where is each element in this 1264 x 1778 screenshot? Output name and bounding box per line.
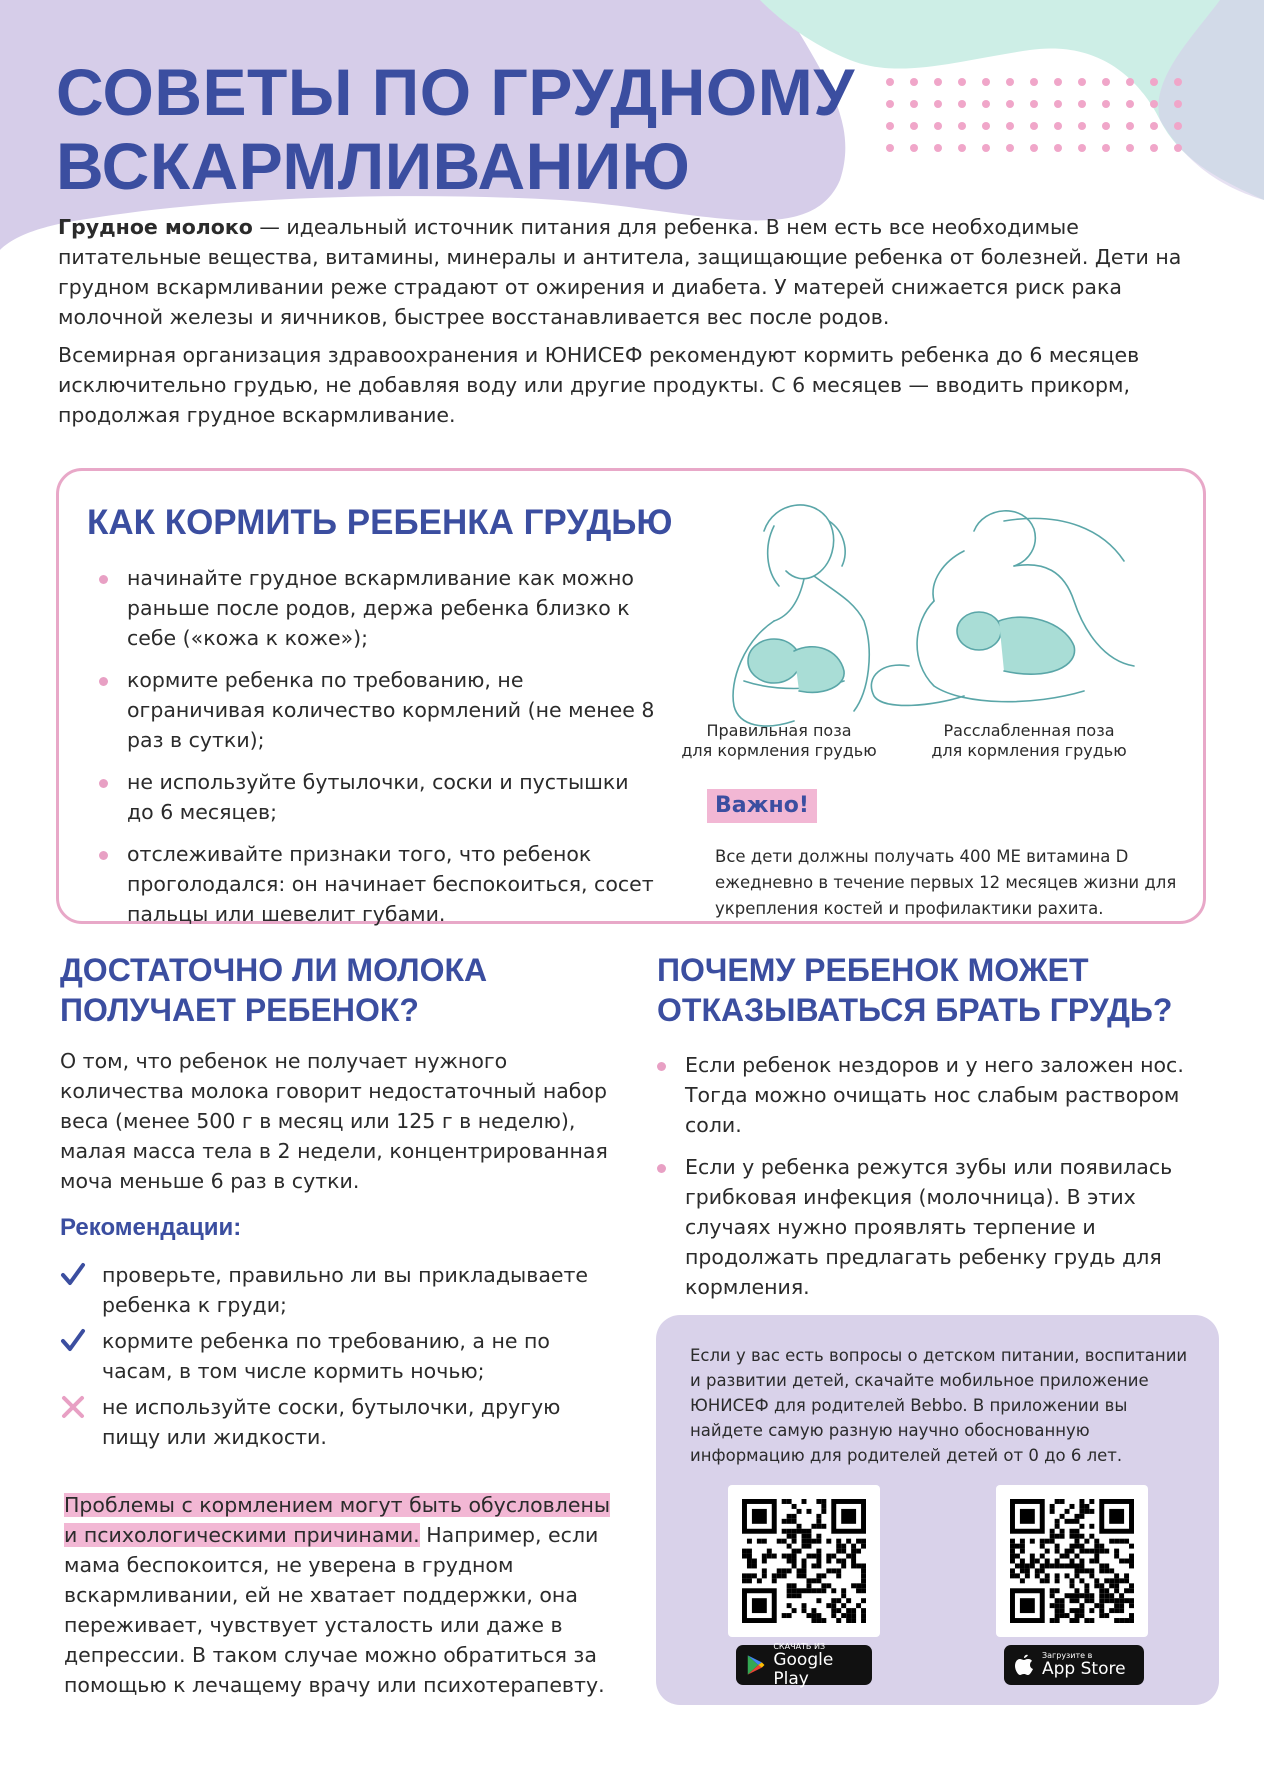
enough-milk-text: О том, что ребенок не получает нужного количества молока говорит недостаточный набор веса (менее 500 г в месяц или 125 г в неделю), малая масса тела в 2 недели, концентрированная моча меньше 6 раз в сутки. xyxy=(60,1049,608,1193)
intro-lead-rest: — идеальный источник питания для ребенка. В нем есть все необходимые питательные вещества, витамины, минералы и антитела, защищающие ребенка от болезней. Дети на грудном вскармливании реже страдают от ожирения и диабета. У матерей снижается риск рака молочной железы и яичников, быстрее восстанавливается вес после родов. xyxy=(58,215,1182,329)
caption-correct-pose: Правильная поза для кормления грудью xyxy=(681,721,877,760)
important-text: Все дети должны получать 400 МЕ витамина D ежедневно в течение первых 12 месяцев жизни для укрепления костей и профилактики рахита. xyxy=(715,846,1177,918)
app-promo-text: Если у вас есть вопросы о детском питании, воспитании и развитии детей, скачайте мобильное приложение ЮНИСЕФ для родителей Bebbo. В приложении вы найдете самую разную научно обоснованную информацию для родителей детей от 0 до 6 лет. xyxy=(690,1346,1188,1465)
qr-code-google[interactable] xyxy=(728,1485,880,1637)
page-title xyxy=(56,55,855,203)
list-item: отслеживайте признаки того, что ребенок проголодался: он начинает беспокоиться, сосет пальцы или шевелит губами. xyxy=(99,839,659,929)
google-play-small: СКАЧАТЬ ИЗ xyxy=(773,1641,826,1651)
bullet-dot-icon xyxy=(99,677,108,686)
how-to-feed-box xyxy=(56,468,1206,924)
list-item: проверьте, правильно ли вы прикладываете ребенка к груди; xyxy=(60,1260,620,1320)
caption-relaxed-pose: Расслабленная поза для кормления грудью xyxy=(931,721,1127,760)
google-play-icon xyxy=(746,1653,765,1677)
app-store-small: Загрузите в xyxy=(1042,1651,1093,1660)
refusal-list xyxy=(657,1050,1217,1314)
list-item: кормите ребенка по требованию, не ограничивая количество кормлений (не менее 8 раз в сутки); xyxy=(99,665,659,755)
cross-icon xyxy=(60,1394,86,1420)
google-play-label: Google Play xyxy=(773,1649,834,1689)
refusal-title: ПОЧЕМУ РЕБЕНОК МОЖЕТ ОТКАЗЫВАТЬСЯ БРАТЬ ГРУДЬ? xyxy=(657,952,1173,1028)
qr-code-apple[interactable] xyxy=(996,1485,1148,1637)
app-promo-box xyxy=(656,1315,1219,1705)
intro-paragraph-2: Всемирная организация здравоохранения и ЮНИСЕФ рекомендуют кормить ребенка до 6 месяцев исключительно грудью, не добавляя воду или другие продукты. С 6 месяцев — вводить прикорм, продолжая грудное вскармливание. xyxy=(58,343,1140,427)
breastfeeding-illustration xyxy=(704,491,1184,741)
important-label: Важно! xyxy=(707,789,817,823)
list-item: кормите ребенка по требованию, а не по часам, в том числе кормить ночью; xyxy=(60,1326,620,1386)
bullet-dot-icon xyxy=(657,1062,666,1071)
qr-code-icon xyxy=(1010,1499,1134,1623)
intro-section xyxy=(58,212,1208,438)
title-line-1: СОВЕТЫ ПО ГРУДНОМУ xyxy=(56,55,855,129)
bullet-dot-icon xyxy=(99,575,108,584)
apple-icon xyxy=(1014,1653,1034,1677)
psychological-rest: Например, если мама беспокоится, не уверена в грудном вскармливании, ей не хватает поддержки, она переживает, чувствует усталость или даже в депрессии. В таком случае можно обратиться за помощью к лечащему врачу или психотерапевту. xyxy=(64,1523,605,1697)
list-item: Если у ребенка режутся зубы или появилась грибковая инфекция (молочница). В этих случаях нужно проявлять терпение и продолжать предлагать ребенку грудь для кормления. xyxy=(657,1152,1217,1302)
app-store-button[interactable] xyxy=(1004,1645,1144,1685)
recommendations-title: Рекомендации: xyxy=(60,1214,242,1241)
how-to-title: КАК КОРМИТЬ РЕБЕНКА ГРУДЬЮ xyxy=(87,503,673,542)
checkmark-icon xyxy=(60,1262,86,1288)
recommendations-list xyxy=(60,1260,620,1458)
qr-code-icon xyxy=(742,1499,866,1623)
bullet-dot-icon xyxy=(99,851,108,860)
title-line-2: ВСКАРМЛИВАНИЮ xyxy=(56,129,691,203)
list-item: не используйте соски, бутылочки, другую пищу или жидкости. xyxy=(60,1392,620,1452)
enough-milk-title: ДОСТАТОЧНО ЛИ МОЛОКА ПОЛУЧАЕТ РЕБЕНОК? xyxy=(60,952,488,1028)
list-item: начинайте грудное вскармливание как можно раньше после родов, держа ребенка близко к себе («кожа к коже»); xyxy=(99,563,659,653)
checkmark-icon xyxy=(60,1328,86,1354)
list-item: Если ребенок нездоров и у него заложен нос. Тогда можно очищать нос слабым раствором соли. xyxy=(657,1050,1217,1140)
psychological-highlight: Проблемы с кормлением могут быть обусловлены и психологическими причинами. xyxy=(64,1493,611,1547)
bullet-dot-icon xyxy=(657,1164,666,1173)
intro-lead: Грудное молоко xyxy=(58,215,253,239)
intro-paragraph-1 xyxy=(58,212,1208,332)
app-store-label: App Store xyxy=(1042,1659,1126,1679)
list-item: не используйте бутылочки, соски и пустышки до 6 месяцев; xyxy=(99,767,659,827)
bullet-dot-icon xyxy=(99,779,108,788)
google-play-button[interactable] xyxy=(736,1641,872,1689)
how-to-list xyxy=(99,563,659,941)
psychological-note xyxy=(64,1490,624,1700)
